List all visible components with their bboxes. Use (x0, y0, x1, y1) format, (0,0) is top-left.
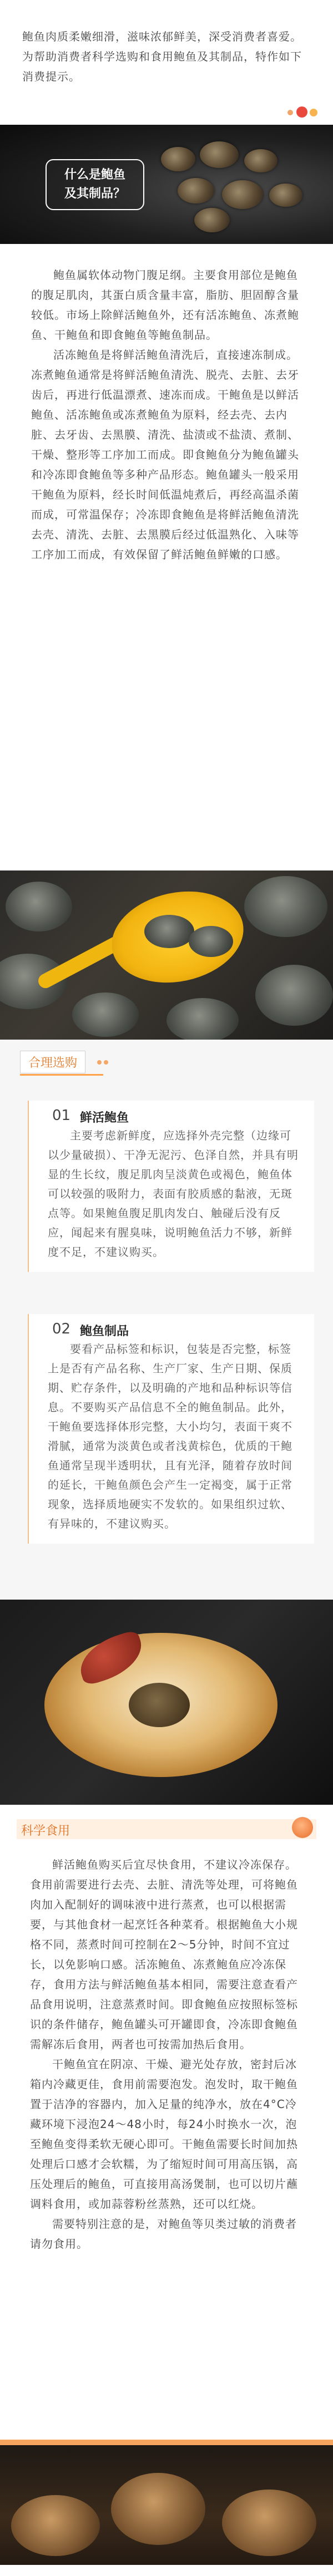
card-number: 01 (52, 1107, 71, 1124)
intro-section (0, 0, 333, 125)
decoration-dots-icon (287, 105, 321, 120)
section-tag-label: 合理选购 (20, 1051, 85, 1073)
card-title: 鲍鱼制品 (80, 1325, 129, 1338)
what-is-abalone-heading (46, 159, 144, 210)
decoration-dots-icon (97, 1058, 114, 1066)
consumption-guide-section (0, 1805, 333, 2445)
paragraph-allergy-warning: 需要特别注意的是，对鲍鱼等贝类过敏的消费者请勿食用。 (30, 2217, 297, 2251)
card-abalone-products (28, 1314, 314, 1544)
card-text: 主要考虑新鲜度，应选择外壳完整（边缘可以少量破损）、干净无泥污、色泽自然，并具有明显的生长纹，腹足肌肉呈淡黄色或褐色，鲍鱼体可以较强的吸附力，表面有胶质感的黏液，无斑点等。如果鲍鱼腹足肌肉发白、触碰后没有反应，闻起来有腥臭味，说明鲍鱼活力不够，新鲜度不足，不建议购买。 (48, 1129, 299, 1259)
heading-line-1: 什么是鲍鱼 (64, 168, 125, 182)
section-title: 科学食用 (21, 1824, 70, 1838)
paragraph-product-types: 活冻鲍鱼是将鲜活鲍鱼清洗后，直接速冻制成。冻煮鲍鱼通常是将鲜活鲍鱼清洗、脱壳、去脏、去牙齿后，再进行低温漂煮、速冻而成。干鲍鱼是以鲜活鲍鱼、活冻鲍鱼或冻煮鲍鱼为原料，经去壳、去内脏、去牙齿、去黑膜、清洗、盐渍或不盐渍、煮制、干燥、整形等工序加工而成。即食鲍鱼分为鲍鱼罐头和冷冻即食鲍鱼等多种产品形态。鲍鱼罐头一般采用干鲍鱼为原料，经长时间低温炖煮后，再经高温杀菌而成，可常温保存；冷冻即食鲍鱼是将鲜活鲍鱼清洗去壳、清洗、去脏、去黑膜后经过低温熟化、入味等工序加工而成，有效保留了鲜活鲍鱼鲜嫩的口感。 (31, 348, 299, 561)
card-fresh-abalone (28, 1101, 314, 1272)
decoration-ball-icon (292, 1817, 313, 1838)
purchase-guide-section (0, 1040, 333, 1600)
heading-line-2: 及其制品？ (64, 187, 125, 201)
abalone-intro-section (0, 244, 333, 870)
hero-image-abalone-spoon (0, 870, 333, 1040)
divider-bar (0, 2440, 333, 2445)
paragraph-definition: 鲍鱼属软体动物门腹足纲。主要食用部位是鲍鱼的腹足肌肉，其蛋白质含量丰富，脂肪、胆固醇含量较低。市场上除鲜活鲍鱼外，还有活冻鲍鱼、冻煮鲍鱼、干鲍鱼和即食鲍鱼等鲍鱼制品。 (31, 268, 299, 342)
hero-image-dried-abalone (0, 125, 333, 244)
card-number: 02 (52, 1321, 71, 1337)
card-text: 要看产品标签和标识，包装是否完整，标签上是否有产品名称、生产厂家、生产日期、保质期、贮存条件，以及明确的产地和品种标识等信息。不要购买产品信息不全的鲍鱼制品。此外，干鲍鱼要选择体形完整，大小均匀，表面干爽不滑腻，通常为淡黄色或者浅黄棕色，优质的干鲍鱼通常呈现半透明状，且有光泽，随着存放时间的延长，干鲍鱼颜色会产生一定褐变，属于正常现象，选择质地硬实不发软的。如果组织过软、有异味的，不建议购买。 (48, 1342, 292, 1530)
paragraph-dried-abalone-use: 干鲍鱼宜在阴凉、干燥、避光处存放，密封后冰箱内冷藏更佳，食用前需要泡发。泡发时，取干鲍鱼置于洁净的容器内，加入足量的纯净水，放在4°C冷藏环境下浸泡24～48小时，每24小时换水一次，泡至鲍鱼变得柔软无硬心即可。干鲍鱼需要长时间加热处理后口感才会软糯，为了缩短时间可用高压锅，高压处理后的鲍鱼，可直接用高汤煲制，也可以切片蘸调料食用，或加蒜蓉粉丝蒸熟，还可以红烧。 (30, 2058, 298, 2211)
paragraph-fresh-abalone-use: 鲜活鲍鱼购买后宜尽快食用，不建议冷冻保存。食用前需要进行去壳、去脏、清洗等处理，可将鲍鱼肉加入配制好的调味液中进行蒸煮，也可以根据需要，与其他食材一起烹饪各种菜肴。根据鲍鱼大小规格不同，蒸煮时间可控制在2～5分钟，时间不宜过长，以免影响口感。活冻鲍鱼、冻煮鲍鱼应冷冻保存，食用方法与鲜活鲍鱼基本相同，需要注意查看产品食用说明，注意蒸煮时间。即食鲍鱼应按照标签标识的条件储存，鲍鱼罐头可开罐即食，冷冻即食鲍鱼需解冻后食用，两者也可按需加热后食用。 (30, 1858, 298, 2051)
hero-image-abalone-noodles (0, 1600, 333, 1805)
section-tag (20, 1051, 85, 1073)
intro-text: 鲍鱼肉质柔嫩细滑，滋味浓郁鲜美，深受消费者喜爱。为帮助消费者科学选购和食用鲍鱼及其制品，特作如下消费提示。 (22, 30, 302, 83)
section-header (17, 1815, 316, 1847)
hero-image-braised-abalone (0, 2445, 333, 2565)
card-title: 鲜活鲍鱼 (80, 1111, 129, 1125)
